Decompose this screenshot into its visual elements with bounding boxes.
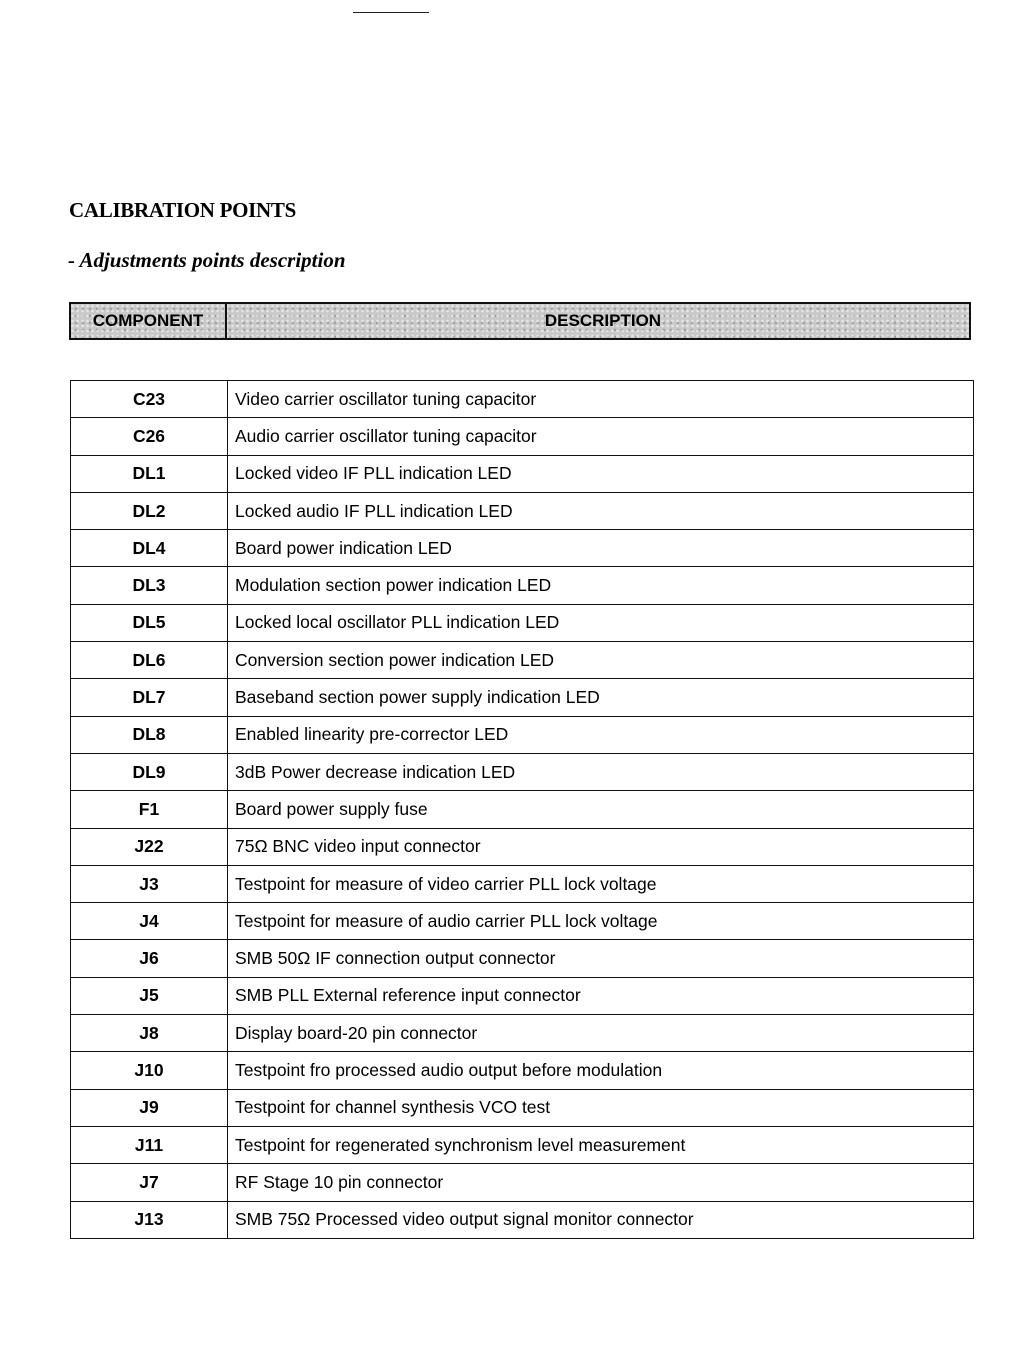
component-cell: DL1 <box>71 455 228 492</box>
table-row <box>71 1164 974 1201</box>
description-cell: Video carrier oscillator tuning capacitor <box>228 381 974 418</box>
component-cell: J11 <box>71 1126 228 1163</box>
table-row <box>71 567 974 604</box>
description-cell: Baseband section power supply indication LED <box>228 679 974 716</box>
table-row <box>71 1015 974 1052</box>
table-row <box>71 1089 974 1126</box>
description-cell: Conversion section power indication LED <box>228 642 974 679</box>
page-title: CALIBRATION POINTS <box>69 198 297 222</box>
description-cell: Board power supply fuse <box>228 791 974 828</box>
component-cell: J9 <box>71 1089 228 1126</box>
table-row <box>71 828 974 865</box>
table-row <box>71 381 974 418</box>
component-cell: J5 <box>71 977 228 1014</box>
table-row <box>71 716 974 753</box>
component-cell: J8 <box>71 1015 228 1052</box>
table-header-bar <box>69 302 971 340</box>
page-subtitle: - Adjustments points description <box>68 248 346 272</box>
component-cell: DL5 <box>71 604 228 641</box>
table-row <box>71 753 974 790</box>
table-row <box>71 791 974 828</box>
description-cell: Locked audio IF PLL indication LED <box>228 492 974 529</box>
table-row <box>71 1201 974 1238</box>
description-cell: Enabled linearity pre-corrector LED <box>228 716 974 753</box>
description-cell: Testpoint for regenerated synchronism level measurement <box>228 1126 974 1163</box>
component-cell: J13 <box>71 1201 228 1238</box>
component-cell: DL3 <box>71 567 228 604</box>
component-cell: F1 <box>71 791 228 828</box>
description-cell: Locked video IF PLL indication LED <box>228 455 974 492</box>
table-row <box>71 604 974 641</box>
table-row <box>71 455 974 492</box>
table-row <box>71 865 974 902</box>
description-cell: Testpoint fro processed audio output before modulation <box>228 1052 974 1089</box>
components-table <box>70 380 974 1239</box>
description-cell: Display board-20 pin connector <box>228 1015 974 1052</box>
description-cell: RF Stage 10 pin connector <box>228 1164 974 1201</box>
header-component: COMPONENT <box>71 304 227 338</box>
description-cell: Board power indication LED <box>228 530 974 567</box>
table-row <box>71 940 974 977</box>
description-cell: Testpoint for channel synthesis VCO test <box>228 1089 974 1126</box>
table-row <box>71 977 974 1014</box>
component-cell: J3 <box>71 865 228 902</box>
table-row <box>71 903 974 940</box>
description-cell: Modulation section power indication LED <box>228 567 974 604</box>
description-cell: 75Ω BNC video input connector <box>228 828 974 865</box>
component-cell: J22 <box>71 828 228 865</box>
component-cell: DL2 <box>71 492 228 529</box>
component-cell: DL6 <box>71 642 228 679</box>
table-row <box>71 1052 974 1089</box>
table-row <box>71 1126 974 1163</box>
component-cell: J7 <box>71 1164 228 1201</box>
description-cell: SMB 50Ω IF connection output connector <box>228 940 974 977</box>
component-cell: J10 <box>71 1052 228 1089</box>
component-cell: J4 <box>71 903 228 940</box>
component-cell: C23 <box>71 381 228 418</box>
description-cell: 3dB Power decrease indication LED <box>228 753 974 790</box>
description-cell: Audio carrier oscillator tuning capacitor <box>228 418 974 455</box>
description-cell: Testpoint for measure of video carrier PLL lock voltage <box>228 865 974 902</box>
component-cell: DL8 <box>71 716 228 753</box>
description-cell: SMB PLL External reference input connector <box>228 977 974 1014</box>
component-cell: DL9 <box>71 753 228 790</box>
top-rule <box>353 12 429 13</box>
description-cell: SMB 75Ω Processed video output signal monitor connector <box>228 1201 974 1238</box>
header-description: DESCRIPTION <box>544 311 662 330</box>
table-row <box>71 492 974 529</box>
table-row <box>71 530 974 567</box>
table-row <box>71 642 974 679</box>
component-cell: DL4 <box>71 530 228 567</box>
component-cell: DL7 <box>71 679 228 716</box>
component-cell: J6 <box>71 940 228 977</box>
description-cell: Testpoint for measure of audio carrier PLL lock voltage <box>228 903 974 940</box>
description-cell: Locked local oscillator PLL indication LED <box>228 604 974 641</box>
components-table-body <box>71 381 974 1239</box>
component-cell: C26 <box>71 418 228 455</box>
table-row <box>71 679 974 716</box>
table-row <box>71 418 974 455</box>
